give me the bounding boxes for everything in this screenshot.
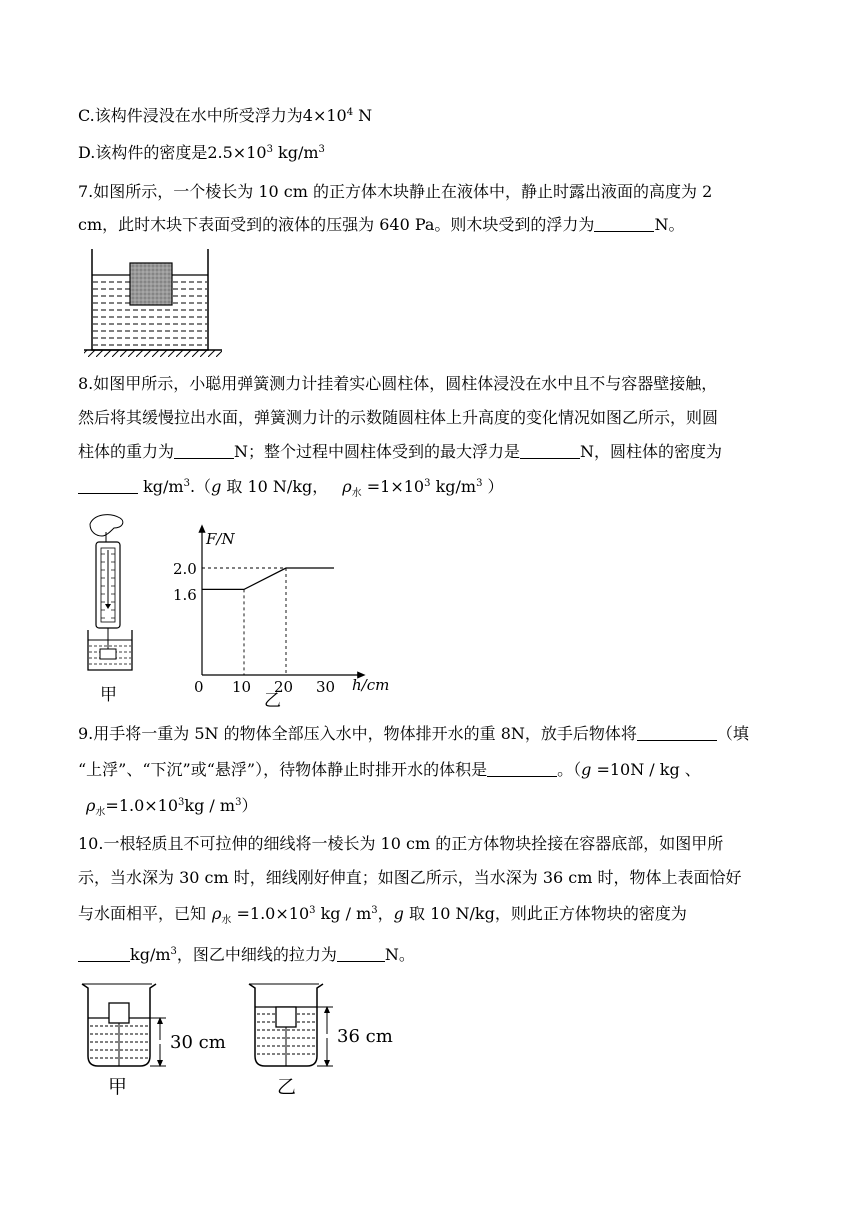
unit: kg/m: [138, 477, 184, 496]
unit: kg/m: [130, 945, 171, 964]
q10-text: ，: [377, 904, 394, 923]
exponent: 3: [235, 797, 242, 808]
q9-line-1: [78, 724, 749, 744]
q9-text: =1.0×10: [105, 796, 179, 815]
subscript: 水: [351, 488, 362, 499]
q9-text: （填: [716, 724, 749, 743]
q8-text: 柱体的重力为: [78, 442, 175, 461]
q9-text: 9.用手将一重为 5N 的物体全部压入水中，物体排开水的重 8N，放手后物体将: [78, 724, 637, 743]
cube-block: [109, 1003, 129, 1023]
x-axis-label: h/cm: [352, 676, 390, 694]
option-c-text: C.该构件浸没在水中所受浮力为4×10: [78, 106, 347, 125]
q8-text: 取 10 N/kg，: [221, 477, 329, 496]
q9-text: =10N / kg 、: [591, 760, 701, 779]
label-jia: 甲: [100, 685, 117, 705]
x-tick-20: 20: [274, 678, 294, 696]
exponent: 3: [318, 144, 325, 155]
answer-blank[interactable]: [78, 479, 138, 494]
q10-text: N。: [384, 945, 415, 964]
q8-line-4: [78, 477, 504, 497]
answer-blank[interactable]: [174, 444, 234, 459]
label-yi: 乙: [264, 691, 281, 711]
q9-text: 。（: [557, 760, 582, 779]
q8-chart: [170, 520, 400, 710]
q10-text: =1.0×10: [231, 904, 310, 923]
q10-text: ，图乙中细线的拉力为: [176, 945, 337, 964]
q10-figure-yi: [245, 978, 405, 1098]
unit: kg/m: [272, 143, 319, 162]
exponent: 3: [170, 946, 177, 957]
q8-line-2: 然后将其缓慢拉出水面，弹簧测力计的示数随圆柱体上升高度的变化情况如图乙所示，则圆: [78, 408, 719, 427]
exponent: 3: [476, 478, 483, 489]
symbol-rho: ρ: [342, 477, 352, 496]
answer-blank[interactable]: [637, 726, 717, 741]
answer-blank[interactable]: [520, 444, 580, 459]
unit: kg / m: [315, 904, 372, 923]
answer-blank[interactable]: [487, 762, 557, 777]
x-tick-30: 30: [316, 678, 336, 696]
unit: N: [353, 106, 373, 125]
q8-text: .（: [189, 477, 212, 496]
exponent: 3: [183, 478, 190, 489]
option-d: [78, 143, 325, 163]
symbol-g: g: [393, 904, 404, 923]
q8-text: ）: [482, 477, 504, 496]
depth-label-yi: 36 cm: [337, 1026, 393, 1047]
subscript: 水: [221, 915, 232, 926]
q8-line-1: 8.如图甲所示，小聪用弹簧测力计挂着实心圆柱体，圆柱体浸没在水中且不与容器壁接触，: [78, 374, 718, 393]
option-c: [78, 106, 372, 126]
q8-figure-jia: [80, 512, 150, 712]
q8-text: N；整个过程中圆柱体受到的最大浮力是: [234, 442, 521, 461]
q9-line-2: [78, 760, 701, 780]
exponent: 3: [371, 905, 378, 916]
y-tick-2.0: 2.0: [173, 560, 197, 578]
option-d-text: D.该构件的密度是2.5×10: [78, 143, 267, 162]
symbol-rho: ρ: [212, 904, 222, 923]
x-tick-0: 0: [194, 678, 204, 696]
q9-line-3: [86, 796, 257, 816]
exponent: 3: [266, 144, 273, 155]
label-yi: 乙: [277, 1076, 297, 1098]
q10-text: 取 10 N/kg，则此正方体物块的密度为: [403, 904, 687, 923]
subscript: 水: [95, 807, 106, 818]
label-jia: 甲: [108, 1076, 128, 1098]
q7-line-2: [78, 215, 684, 235]
unit: kg/m: [430, 477, 477, 496]
symbol-rho: ρ: [86, 796, 96, 815]
q9-text: “上浮”、“下沉”或“悬浮”），待物体静止时排开水的体积是: [78, 760, 488, 779]
y-tick-1.6: 1.6: [173, 586, 197, 604]
q10-text: 与水面相平，已知: [78, 904, 207, 923]
q7-figure: [80, 245, 230, 365]
q8-text: N，圆柱体的密度为: [580, 442, 723, 461]
q7-line-1: 7.如图所示，一个棱长为 10 cm 的正方体木块静止在液体中，静止时露出液面的高度为 2: [78, 182, 713, 201]
answer-blank[interactable]: [594, 217, 654, 232]
ground-hatch: [84, 350, 222, 357]
q8-line-3: [78, 442, 722, 462]
depth-label-jia: 30 cm: [170, 1032, 226, 1053]
unit: kg / m: [184, 796, 236, 815]
exponent: 3: [309, 905, 316, 916]
series-line: [202, 568, 334, 589]
q9-text: ）: [241, 796, 258, 815]
q7-unit: N。: [654, 215, 685, 234]
answer-blank[interactable]: [337, 947, 385, 962]
q10-figure-jia: [78, 978, 238, 1098]
q7-text: cm，此时木块下表面受到的液体的压强为 640 Pa。则木块受到的浮力为: [78, 215, 595, 234]
symbol-g: g: [581, 760, 592, 779]
answer-blank[interactable]: [78, 947, 130, 962]
exponent: 3: [178, 797, 185, 808]
y-axis-label: F/N: [206, 530, 235, 548]
q10-line-1: 10.一根轻质且不可拉伸的细线将一棱长为 10 cm 的正方体物块拴接在容器底部，如图甲所: [78, 834, 724, 853]
q10-line-4: [78, 945, 415, 965]
q10-line-3: [78, 904, 687, 924]
exponent: 3: [424, 478, 431, 489]
symbol-g: g: [211, 477, 222, 496]
cylinder: [100, 649, 116, 659]
cube-block: [276, 1007, 296, 1027]
q8-text: =1×10: [361, 477, 425, 496]
x-tick-10: 10: [232, 678, 252, 696]
wooden-block: [130, 263, 172, 305]
q10-line-2: 示，当水深为 30 cm 时，细线刚好伸直；如图乙所示，当水深为 36 cm 时，物体上表面恰好: [78, 868, 742, 887]
exponent: 4: [346, 107, 354, 118]
